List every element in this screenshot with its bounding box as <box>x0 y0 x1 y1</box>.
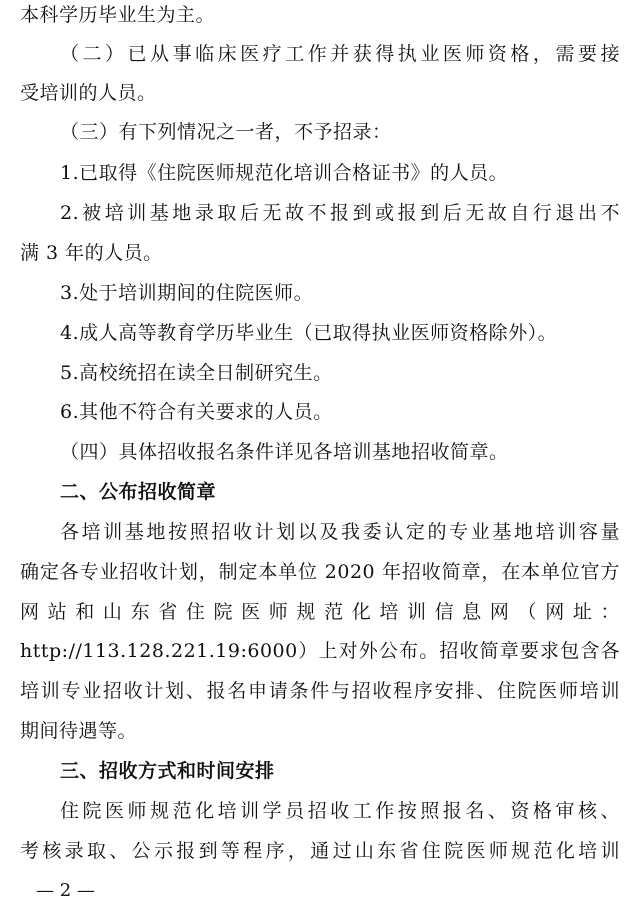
page-number: — 2 — <box>36 880 95 901</box>
section-heading: 二、公布招收简章 <box>60 481 217 503</box>
list-item: 1.已取得《住院医师规范化培训合格证书》的人员。 <box>60 162 509 184</box>
list-item: 6.其他不符合有关要求的人员。 <box>60 401 333 423</box>
list-item: 4.成人高等教育学历毕业生（已取得执业医师资格除外）。 <box>60 322 558 344</box>
paragraph-line: （二）已从事临床医疗工作并获得执业医师资格，需要接 <box>60 43 620 65</box>
paragraph-line: 确定各专业招收计划，制定本单位 2020 年招收简章，在本单位官方 <box>20 561 620 583</box>
paragraph-line: 考核录取、公示报到等程序，通过山东省住院医师规范化培训 <box>20 840 620 862</box>
list-item: 5.高校统招在读全日制研究生。 <box>60 362 333 384</box>
paragraph-line: 各培训基地按照招收计划以及我委认定的专业基地培训容量 <box>60 521 620 543</box>
paragraph-line: 培训专业招收计划、报名申请条件与招收程序安排、住院医师培训 <box>20 680 620 702</box>
paragraph-line: 网站和山东省住院医师规范化培训信息网（网址： <box>20 601 620 623</box>
paragraph-line: http://113.128.221.19:6000）上对外公布。招收简章要求包含各 <box>20 640 620 662</box>
paragraph-line: 期间待遇等。 <box>20 720 138 742</box>
paragraph-line: 满 3 年的人员。 <box>20 242 163 264</box>
paragraph-line: （三）有下列情况之一者，不予招录： <box>60 121 392 143</box>
paragraph-line: 受培训的人员。 <box>20 82 157 104</box>
paragraph-line: 住院医师规范化培训学员招收工作按照报名、资格审核、 <box>60 800 620 822</box>
paragraph-line: （四）具体招收报名条件详见各培训基地招收简章。 <box>60 441 509 463</box>
section-heading: 三、招收方式和时间安排 <box>60 760 275 782</box>
list-item: 3.处于培训期间的住院医师。 <box>60 282 314 304</box>
paragraph-line: 本科学历毕业生为主。 <box>20 4 216 26</box>
list-item: 2.被培训基地录取后无故不报到或报到后无故自行退出不 <box>60 202 620 224</box>
